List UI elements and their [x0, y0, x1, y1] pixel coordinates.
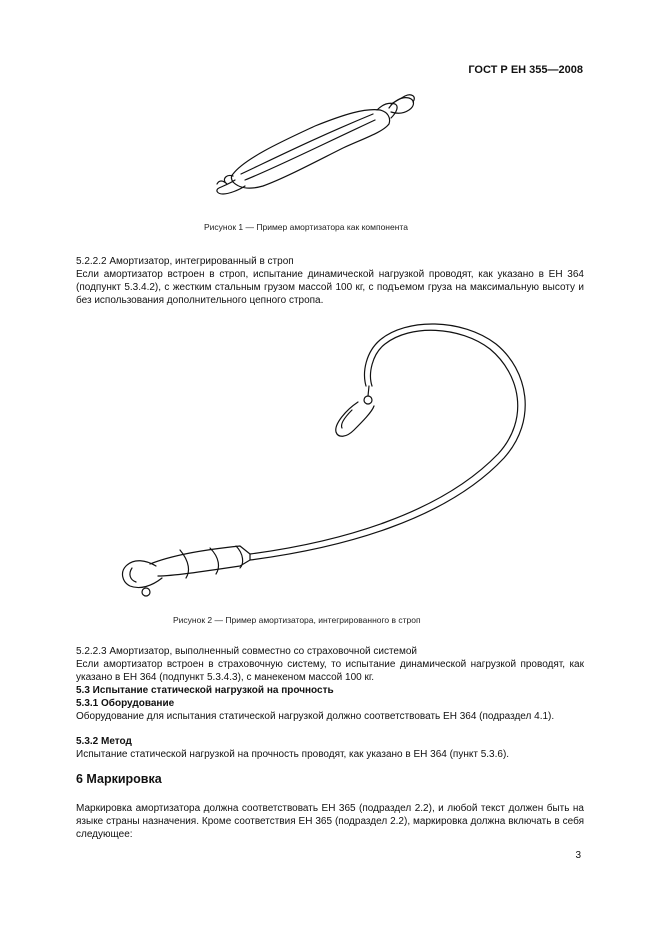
figure-1-absorber-drawing	[205, 88, 425, 208]
section-531-text: Оборудование для испытания статической нагрузкой должно соответствовать ЕН 364 (подраздел 4.1).	[76, 711, 555, 722]
section-53-title: 5.3 Испытание статической нагрузкой на прочность	[76, 685, 334, 696]
section-5223-text: Если амортизатор встроен в страховочную систему, то испытание динамической нагрузкой проводят, как указано в ЕН 364 (подпункт 5.3.4.3), с манекеном массой 100 кг.	[76, 659, 584, 683]
section-6-text: Маркировка амортизатора должна соответствовать ЕН 365 (подраздел 2.2), и любой текст должен быть на языке страны назначения. Кроме соответствия ЕН 365 (подраздел 2.2), маркировка должна включать в себя следующее:	[76, 803, 584, 840]
section-5222-title: 5.2.2.2 Амортизатор, интегрированный в строп	[76, 256, 294, 267]
section-531-title: 5.3.1 Оборудование	[76, 698, 175, 709]
section-6-heading: 6 Маркировка	[76, 772, 162, 786]
section-5222-text: Если амортизатор встроен в строп, испытание динамической нагрузкой проводят, как указано в ЕН 364 (подпункт 5.3.4.2), с жестким стальным грузом массой 100 кг, с подъемом груза на максимальную высоту и без использования дополнительного цепного стропа.	[76, 269, 584, 306]
section-532-title: 5.3.2 Метод	[76, 736, 132, 747]
page-number: 3	[575, 850, 581, 861]
section-532-text: Испытание статической нагрузкой на прочность проводят, как указано в ЕН 364 (пункт 5.3.6).	[76, 749, 510, 760]
section-5223-title: 5.2.2.3 Амортизатор, выполненный совместно со страховочной системой	[76, 646, 418, 657]
figure-2-caption: Рисунок 2 — Пример амортизатора, интегрированного в строп	[173, 615, 421, 625]
document-header: ГОСТ Р ЕН 355—2008	[468, 64, 583, 76]
figure-2-lanyard-drawing	[110, 314, 530, 614]
figure-1-caption: Рисунок 1 — Пример амортизатора как компонента	[204, 222, 408, 232]
